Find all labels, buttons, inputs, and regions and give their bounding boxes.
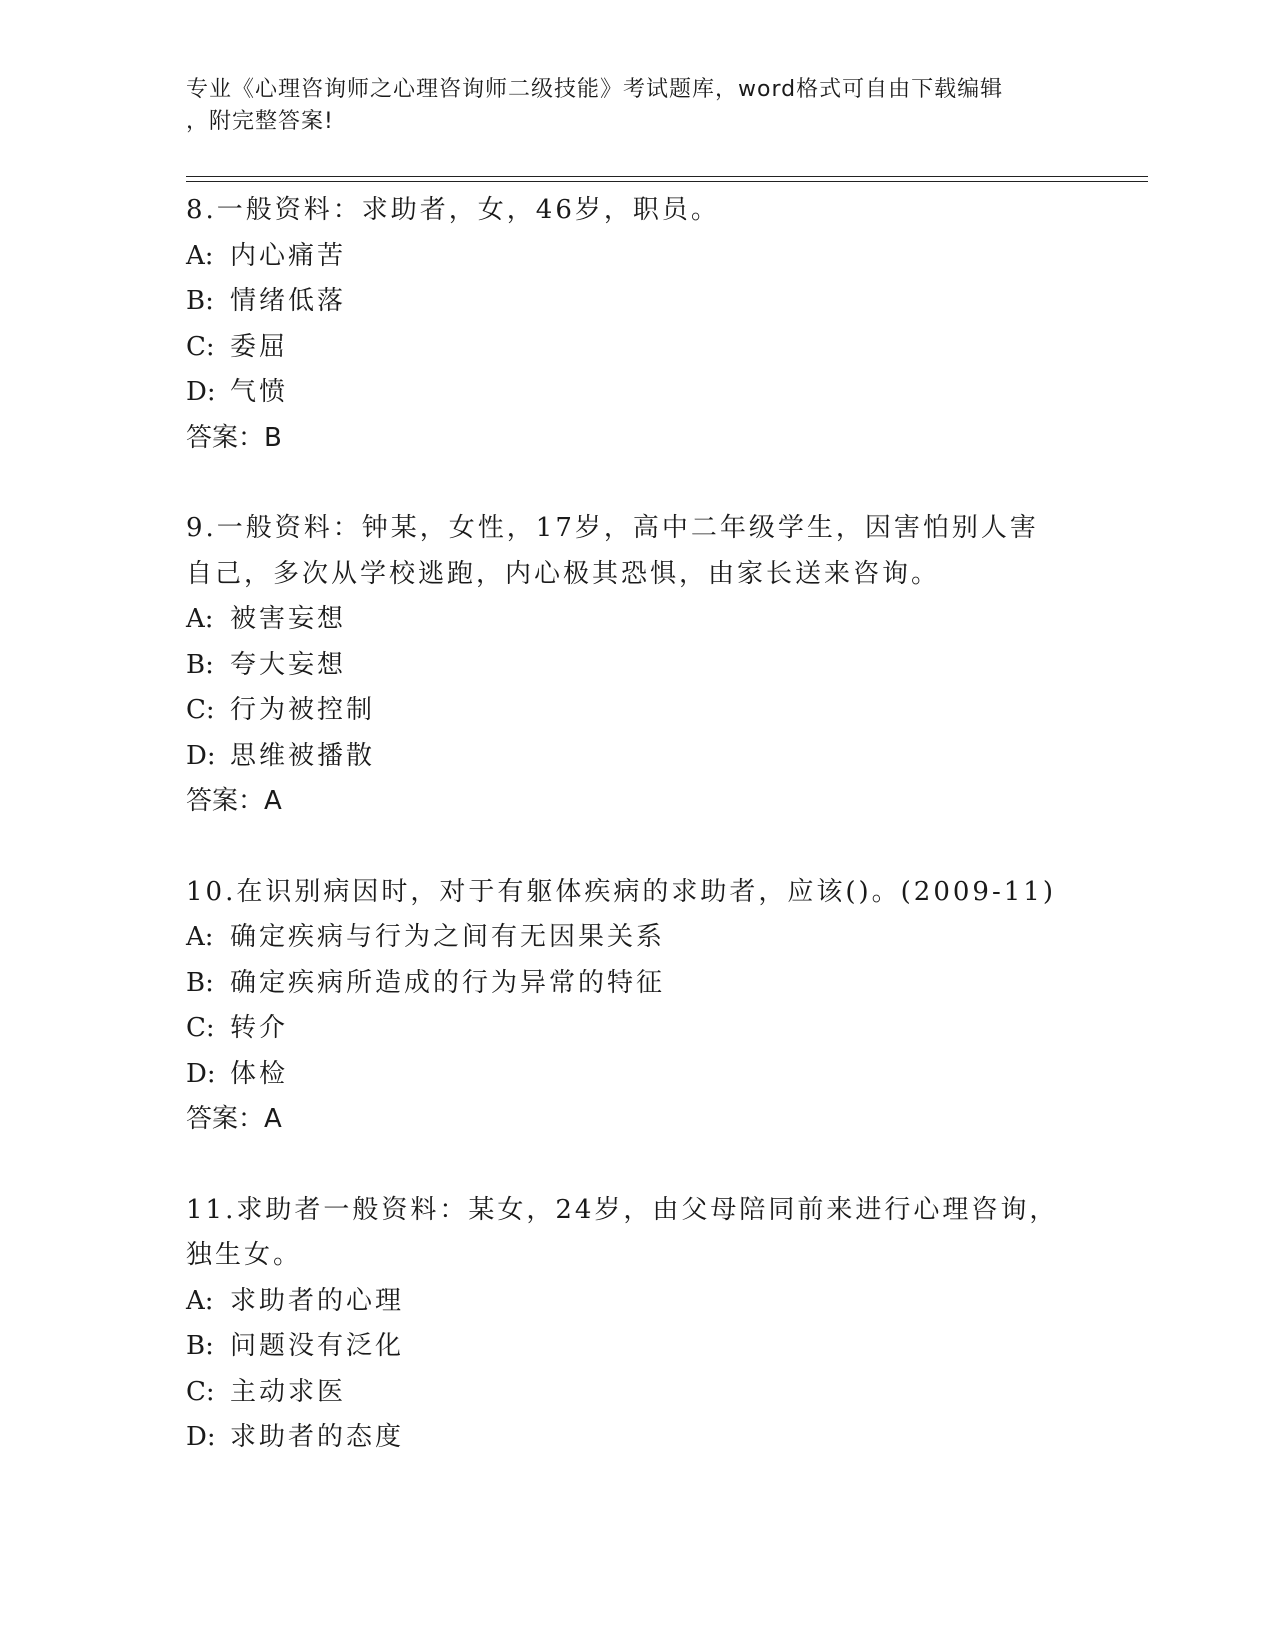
answer-line: 答案：B (186, 422, 282, 453)
option-b (186, 643, 1086, 689)
option-text: 思维被播散 (230, 740, 376, 771)
option-key: D: (186, 740, 216, 771)
option-text: 问题没有泛化 (230, 1331, 405, 1361)
spacer (186, 825, 1086, 870)
spacer (186, 1143, 1086, 1188)
option-text: 体检 (230, 1058, 289, 1089)
option-d (186, 370, 1086, 416)
answer-line: 答案：A (186, 786, 282, 816)
option-key: D: (186, 1422, 216, 1452)
option-key: A: (186, 604, 214, 634)
option-key: A: (186, 922, 214, 952)
question-stem: 11.求助者一般资料：某女，24岁，由父母陪同前来进行心理咨询，独生女。 (186, 1194, 1059, 1270)
option-c (186, 688, 1086, 734)
option-a (186, 1279, 1086, 1325)
option-key: C: (186, 1013, 215, 1043)
option-key: A: (186, 1285, 214, 1316)
question-11 (186, 1188, 1086, 1461)
question-8 (186, 188, 1086, 461)
option-text: 情绪低落 (230, 286, 347, 316)
option-key: B: (186, 649, 214, 680)
question-9 (186, 506, 1086, 825)
option-a (186, 234, 1086, 280)
question-10 (186, 870, 1086, 1143)
question-stem: 10.在识别病因时，对于有躯体疾病的求助者，应该()。(2009-11) (186, 876, 1056, 907)
option-key: D: (186, 377, 216, 407)
question-stem: 9.一般资料：钟某，女性，17岁，高中二年级学生，因害怕别人害自己，多次从学校逃跑，内心极其恐惧，由家长送来咨询。 (186, 513, 1039, 589)
option-b (186, 1324, 1086, 1370)
option-key: B: (186, 967, 214, 998)
option-key: D: (186, 1058, 216, 1089)
header-line-2: ，附完整答案! (186, 109, 334, 134)
option-text: 求助者的态度 (230, 1422, 405, 1452)
option-text: 确定疾病与行为之间有无因果关系 (230, 922, 666, 952)
question-stem: 8.一般资料：求助者，女，46岁，职员。 (186, 195, 720, 225)
option-key: C: (186, 1376, 215, 1407)
option-text: 被害妄想 (230, 604, 347, 634)
header-divider-top (186, 176, 1148, 177)
document-header (186, 74, 1066, 138)
option-a (186, 915, 1086, 961)
option-text: 行为被控制 (230, 695, 376, 725)
option-text: 主动求医 (230, 1376, 347, 1407)
option-b (186, 279, 1086, 325)
option-key: B: (186, 286, 214, 316)
option-text: 转介 (230, 1013, 289, 1043)
option-text: 求助者的心理 (230, 1285, 405, 1316)
option-key: C: (186, 331, 215, 362)
option-c (186, 1370, 1086, 1416)
option-key: B: (186, 1331, 214, 1361)
option-d (186, 1052, 1086, 1098)
option-text: 委屈 (230, 331, 289, 362)
option-text: 内心痛苦 (230, 240, 347, 271)
option-c (186, 325, 1086, 371)
option-key: A: (186, 240, 214, 271)
option-c (186, 1006, 1086, 1052)
question-list (186, 188, 1086, 1461)
option-a (186, 597, 1086, 643)
option-d (186, 1415, 1086, 1461)
option-text: 气愤 (230, 377, 289, 407)
option-b (186, 961, 1086, 1007)
header-line-1: 专业《心理咨询师之心理咨询师二级技能》考试题库，word格式可自由下载编辑 (186, 77, 1004, 102)
option-d (186, 734, 1086, 780)
spacer (186, 461, 1086, 506)
option-key: C: (186, 695, 215, 725)
option-text: 确定疾病所造成的行为异常的特征 (230, 967, 666, 998)
option-text: 夸大妄想 (230, 649, 347, 680)
answer-line: 答案：A (186, 1104, 282, 1134)
header-divider-bottom (186, 181, 1148, 182)
